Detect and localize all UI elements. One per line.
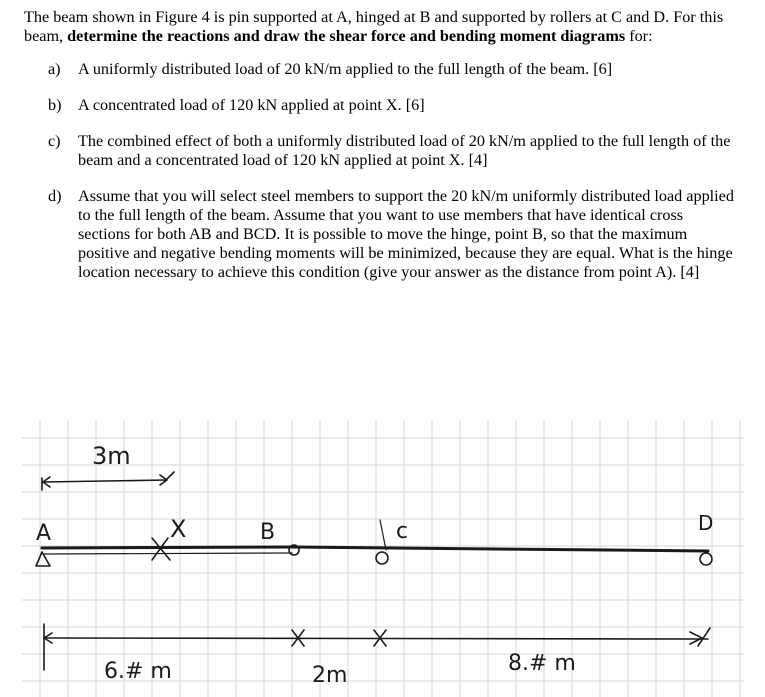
dim-bc-label: 2m — [312, 663, 348, 688]
label-d: D — [698, 511, 714, 535]
question-d-label: d) — [48, 187, 62, 205]
question-a — [48, 60, 734, 79]
dim-top-label: 3m — [92, 442, 131, 470]
roller-d — [700, 553, 712, 565]
problem-statement — [24, 8, 740, 282]
intro-text-1: The beam shown in Figure 4 is pin supported at A, hinged at B and supported by rollers at C and D. For this beam, — [24, 8, 724, 45]
beam — [42, 547, 708, 551]
label-c: c — [396, 519, 409, 544]
label-x: X — [170, 515, 187, 543]
question-b-label: b) — [48, 96, 62, 114]
question-c-label: c) — [48, 132, 61, 150]
question-list — [24, 60, 740, 282]
dim-ab-label: 6.# m — [104, 659, 172, 684]
problem-intro — [24, 8, 740, 46]
question-c-text: The combined effect of both a uniformly distributed load of 20 kN/m applied to the full length of the beam and a concentrated load of 120 kN applied at point X. [4] — [78, 132, 731, 169]
question-a-label: a) — [48, 60, 61, 78]
question-b-text: A concentrated load of 120 kN applied at point X. [6] — [78, 96, 425, 114]
question-d — [48, 187, 734, 282]
question-a-text: A uniformly distributed load of 20 kN/m applied to the full length of the beam. [6] — [78, 60, 613, 78]
beam-figure — [22, 420, 744, 697]
intro-text-2: for: — [625, 27, 653, 45]
dim-cd-label: 8.# m — [508, 651, 576, 676]
beam-underline — [44, 553, 292, 554]
beam-sketch — [22, 420, 744, 697]
label-a: A — [36, 521, 52, 546]
intro-bold-text: determine the reactions and draw the shear force and bending moment diagrams — [67, 27, 626, 45]
top-dimension-line — [42, 472, 174, 490]
question-c — [48, 132, 734, 170]
label-b: B — [260, 520, 276, 545]
question-d-text: Assume that you will select steel members to support the 20 kN/m uniformly distributed load applied to the full length of the beam. Assume that you want to use members that have identical cross sections for both AB and BCD. It is possible to move the hinge, point B, so that the maximum positive and negative bending moments will be minimized, because they are equal. What is the hinge location necessary to achieve this condition (give your answer as the distance from point A). [4] — [78, 187, 734, 281]
roller-c — [376, 552, 388, 564]
question-b — [48, 96, 734, 115]
